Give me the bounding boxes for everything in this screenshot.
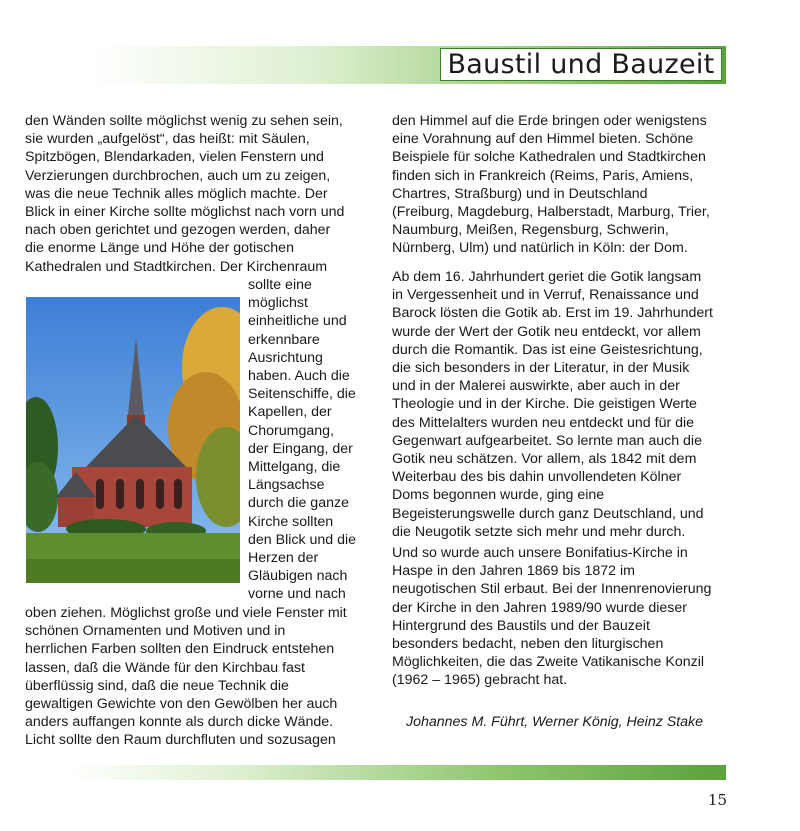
text-line: Ausrichtung — [248, 349, 323, 366]
left-column-top — [25, 112, 370, 276]
text-line: und in der Malerei auswirkte, aber auch in der — [392, 378, 680, 395]
text-line: nach oben gerichtet und gezogen werden, daher — [25, 222, 331, 239]
text-line: finden sich in Frankreich (Reims, Paris, Amiens, — [392, 167, 694, 184]
text-line: gewaltigen Gewichte von den Gewölben her auch — [25, 696, 338, 713]
text-line: Seitenschiffe, die — [248, 386, 356, 403]
text-line: vorne und nach — [248, 586, 346, 603]
text-line: Gläubigen nach — [248, 568, 348, 585]
text-line: den Blick und die — [248, 531, 357, 548]
text-line: überflüssig sind, daß die neue Technik die — [25, 677, 289, 694]
text-line: Naumburg, Meißen, Regensburg, Schwerin, — [392, 222, 669, 239]
text-line: Hintergrund des Baustils und der Bauzeit — [392, 617, 650, 634]
text-line: erkennbare — [248, 331, 320, 348]
text-line: Kathedralen und Stadtkirchen. Der Kirchenraum — [25, 258, 328, 275]
right-paragraph-2 — [392, 268, 713, 541]
text-line: möglichst — [248, 295, 308, 312]
text-line: Gegenwart aufgearbeitet. So lernte man auch die — [392, 432, 702, 449]
page-number: 15 — [708, 791, 728, 809]
text-line: Haspe in den Jahren 1869 bis 1872 im — [392, 563, 635, 580]
left-column-bottom — [25, 604, 347, 750]
text-line: Nürnberg, Ulm) und natürlich in Köln: der Dom. — [392, 240, 688, 257]
text-line: Spitzbögen, Blendarkaden, vielen Fenstern und — [25, 149, 324, 166]
text-line: den Himmel auf die Erde bringen oder wenigstens — [392, 113, 707, 129]
text-line: Beispiele für solche Kathedralen und Stadtkirchen — [392, 149, 706, 166]
text-line: Längsachse — [248, 477, 325, 494]
text-line: Herzen der — [248, 550, 319, 567]
text-line: Mittelgang, die — [248, 459, 341, 476]
text-line: Blick in einer Kirche sollte möglichst nach vorn und — [25, 204, 345, 221]
text-line: in Vergessenheit und in Verruf, Renaissance und — [392, 287, 699, 304]
text-line: Licht sollte den Raum durchfluten und sozusagen — [25, 732, 336, 749]
text-line: durch die ganze — [248, 495, 349, 512]
text-line: Chorumgang, — [248, 422, 334, 439]
text-line: Begeisterungswelle durch ganz Deutschland, und — [392, 505, 704, 522]
text-line: lassen, daß die Wände für den Kirchbau fast — [25, 659, 305, 676]
text-line: (Freiburg, Magdeburg, Halberstadt, Marburg, Trier, — [392, 204, 710, 221]
church-photo — [26, 297, 240, 583]
text-line: Theologie und in der Kirche. Die geistigen Werte — [392, 396, 697, 413]
text-line: der Kirche in den Jahren 1989/90 wurde dieser — [392, 599, 687, 616]
right-paragraph-3 — [392, 544, 711, 690]
text-line: oben ziehen. Möglichst große und viele Fenster mit — [25, 605, 347, 621]
text-line: den Wänden sollte möglichst wenig zu sehen sein, — [25, 113, 343, 129]
text-line: der Eingang, der — [248, 440, 353, 457]
text-line: herrlichen Farben sollten den Eindruck entstehen — [25, 641, 335, 658]
text-line: die sich besonders in der Literatur, in der Musik — [392, 360, 690, 377]
text-line: neugotischen Stil erbaut. Bei der Innenrenovierung — [392, 581, 712, 598]
footer-gradient-bar — [70, 765, 726, 780]
text-line: was die neue Technik alles möglich machte. Der — [25, 185, 328, 202]
text-line: schönen Ornamenten und Motiven und in — [25, 623, 286, 640]
text-line: haben. Auch die — [248, 368, 350, 385]
text-line: sie wurden „aufgelöst“, das heißt: mit Säulen, — [25, 131, 310, 148]
text-line: wurde der Wert der Gotik neu entdeckt, vor allem — [392, 323, 701, 340]
text-line: Verzierungen durchbrochen, auch um zu zeigen, — [25, 167, 331, 184]
text-line: des Mittelalters wurden neu entdeckt und für die — [392, 414, 695, 431]
page-title: Baustil und Bauzeit — [440, 48, 722, 81]
left-column-wrap — [248, 276, 356, 604]
text-line: besonders bedacht, neben den liturgischen — [392, 636, 664, 653]
text-line: (1962 – 1965) gebracht hat. — [392, 672, 568, 689]
text-line: eine Vorahnung auf den Himmel bieten. Schöne — [392, 131, 694, 148]
text-line: Kirche sollten — [248, 513, 334, 530]
text-line: Chartres, Straßburg) und in Deutschland — [392, 185, 648, 202]
authors-signature: Johannes M. Führt, Werner König, Heinz Stake — [406, 714, 704, 730]
text-line: Weiterbau des bis dahin unvollendeten Kölner — [392, 469, 682, 486]
text-line: Ab dem 16. Jahrhundert geriet die Gotik langsam — [392, 269, 702, 285]
text-line: Barock lösten die Gotik ab. Erst im 19. Jahrhundert — [392, 305, 713, 322]
right-paragraph-1 — [392, 112, 737, 258]
text-line: Und so wurde auch unsere Bonifatius-Kirche in — [392, 545, 688, 561]
text-line: Möglichkeiten, die das Zweite Vatikanische Konzil — [392, 654, 705, 671]
text-line: Gotik neu schätzen. Vor allem, als 1842 mit dem — [392, 451, 697, 468]
text-line: sollte eine — [248, 277, 312, 293]
text-line: durch die Romantik. Das ist eine Geistesrichtung, — [392, 341, 703, 358]
text-line: die Neugotik setzte sich mehr und mehr durch. — [392, 523, 686, 540]
text-line: Doms begonnen wurde, ging eine — [392, 487, 605, 504]
text-line: anders auffangen konnte als durch dicke Wände. — [25, 714, 334, 731]
text-line: Kapellen, der — [248, 404, 332, 421]
text-line: einheitliche und — [248, 313, 347, 330]
text-line: die enorme Länge und Höhe der gotischen — [25, 240, 294, 257]
